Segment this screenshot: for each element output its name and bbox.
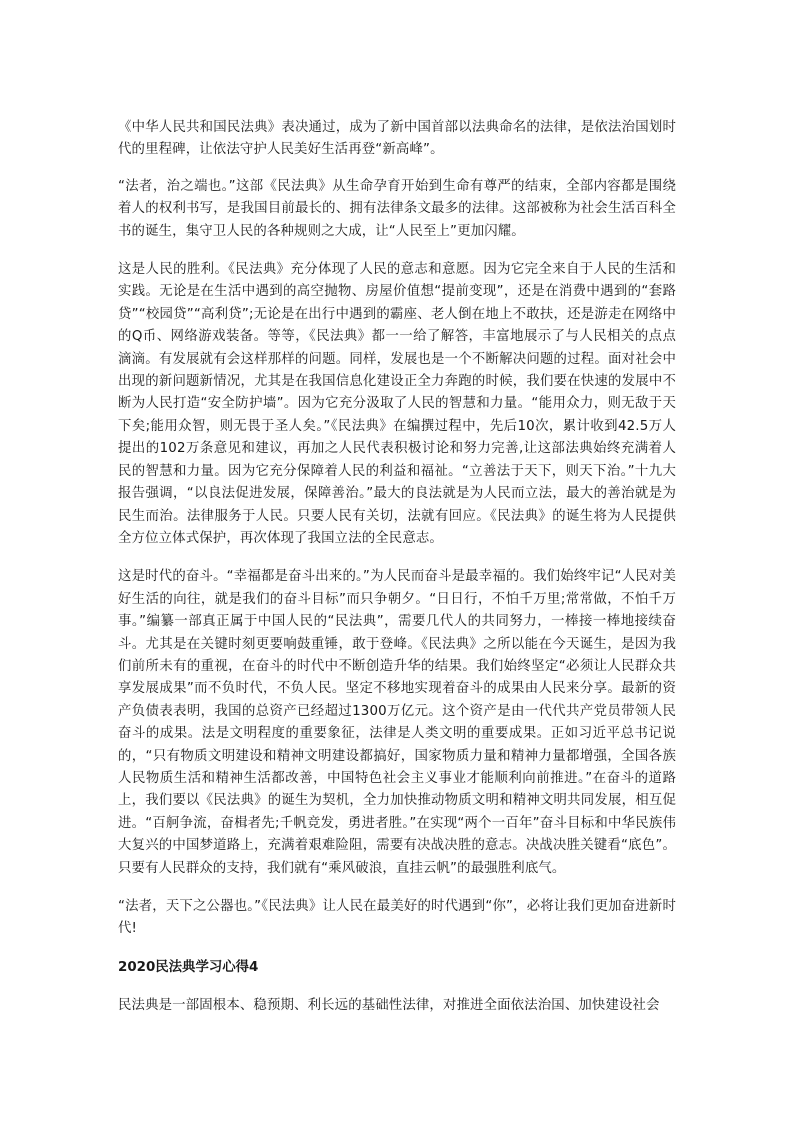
document-page: [118, 117, 676, 1018]
section-heading: 2020民法典学习心得4: [118, 959, 259, 975]
paragraph-1: 《中华人民共和国民法典》表决通过，成为了新中国首部以法典命名的法律，是依法治国划时代的里程碑，让依法守护人民美好生活再登“新高峰”。: [118, 120, 676, 158]
paragraph-gap: [118, 941, 676, 957]
paragraph-5: “法者，天下之公器也。”《民法典》让人民在最美好的时代遇到“你”，必将让我们更加奋进新时代!: [118, 899, 676, 937]
paragraph-gap: [118, 550, 676, 566]
paragraph-gap: [118, 162, 676, 176]
paragraph-gap: [118, 880, 676, 896]
paragraph-2: “法者，治之端也。”这部《民法典》从生命孕育开始到生命有尊严的结束，全部内容都是围绕着人的权利书写，是我国目前最长的、拥有法律条文最多的法律。这部被称为社会生活百科全书的诞生，集守卫人民的各种规则之大成，让“人民至上”更加闪耀。: [118, 178, 676, 239]
paragraph-gap: [118, 243, 676, 259]
paragraph-6: 民法典是一部固根本、稳预期、利长远的基础性法律，对推进全面依法治国、加快建设社会: [118, 998, 660, 1014]
paragraph-gap: [118, 979, 676, 995]
paragraph-4: 这是时代的奋斗。“幸福都是奋斗出来的。”为人民而奋斗是最幸福的。我们始终牢记“人民对美好生活的向往，就是我们的奋斗目标”而只争朝夕。“日日行，不怕千万里;常常做，不怕千万事。”编纂一部真正属于中国人民的“民法典”，需要几代人的共同努力，一棒接一棒地接续奋斗。尤其是在关键时刻更要响鼓重锤，敢于登峰。《民法典》之所以能在今天诞生，是因为我们前所未有的重视，在奋斗的时代中不断创造升华的结果。我们始终坚定“必须让人民群众共享发展成果”而不负时代，不负人民。坚定不移地实现着奋斗的成果由人民来分享。最新的资产负债表表明，我国的总资产已经超过1300万亿元。这个资产是由一代代共产党员带领人民奋斗的成果。法是文明程度的重要象征，法律是人类文明的重要成果。正如习近平总书记说的，“只有物质文明建设和精神文明建设都搞好，国家物质力量和精神力量都增强，全国各族人民物质生活和精神生活都改善，中国特色社会主义事业才能顺利向前推进。”在奋斗的道路上，我们要以《民法典》的诞生为契机，全力加快推动物质文明和精神文明共同发展，相互促进。“百舸争流，奋楫者先;千帆竞发，勇进者胜。”在实现“两个一百年”奋斗目标和中华民族伟大复兴的中国梦道路上，充满着艰难险阻，需要有决战决胜的意志。决战决胜关键看“底色”。只要有人民群众的支持，我们就有“乘风破浪，直挂云帆”的最强胜利底气。: [118, 569, 676, 876]
paragraph-3: 这是人民的胜利。《民法典》充分体现了人民的意志和意愿。因为它完全来自于人民的生活和实践。无论是在生活中遇到的高空抛物、房屋价值想“提前变现”，还是在消费中遇到的“套路贷”“校园贷”“高利贷”;无论是在出行中遇到的霸座、老人倒在地上不敢扶，还是游走在网络中的Q币、网络游戏装备。等等，《民法典》都一一给了解答，丰富地展示了与人民相关的点点滴滴。有发展就有会这样那样的问题。同样，发展也是一个不断解决问题的过程。面对社会中出现的新问题新情况，尤其是在我国信息化建设正全力奔跑的时候，我们要在快速的发展中不断为人民打造“安全防护墙”。因为它充分汲取了人民的智慧和力量。“能用众力，则无敌于天下矣;能用众智，则无畏于圣人矣。”《民法典》在编撰过程中，先后10次，累计收到42.5万人提出的102万条意见和建议，再加之人民代表积极讨论和努力完善,让这部法典始终充满着人民的智慧和力量。因为它充分保障着人民的利益和福祉。“立善法于天下，则天下治。”十九大报告强调，“以良法促进发展，保障善治。”最大的良法就是为人民而立法，最大的善治就是为民生而治。法律服务于人民。只要人民有关切，法就有回应。《民法典》的诞生将为人民提供全方位立体式保护，再次体现了我国立法的全民意志。: [118, 262, 676, 546]
